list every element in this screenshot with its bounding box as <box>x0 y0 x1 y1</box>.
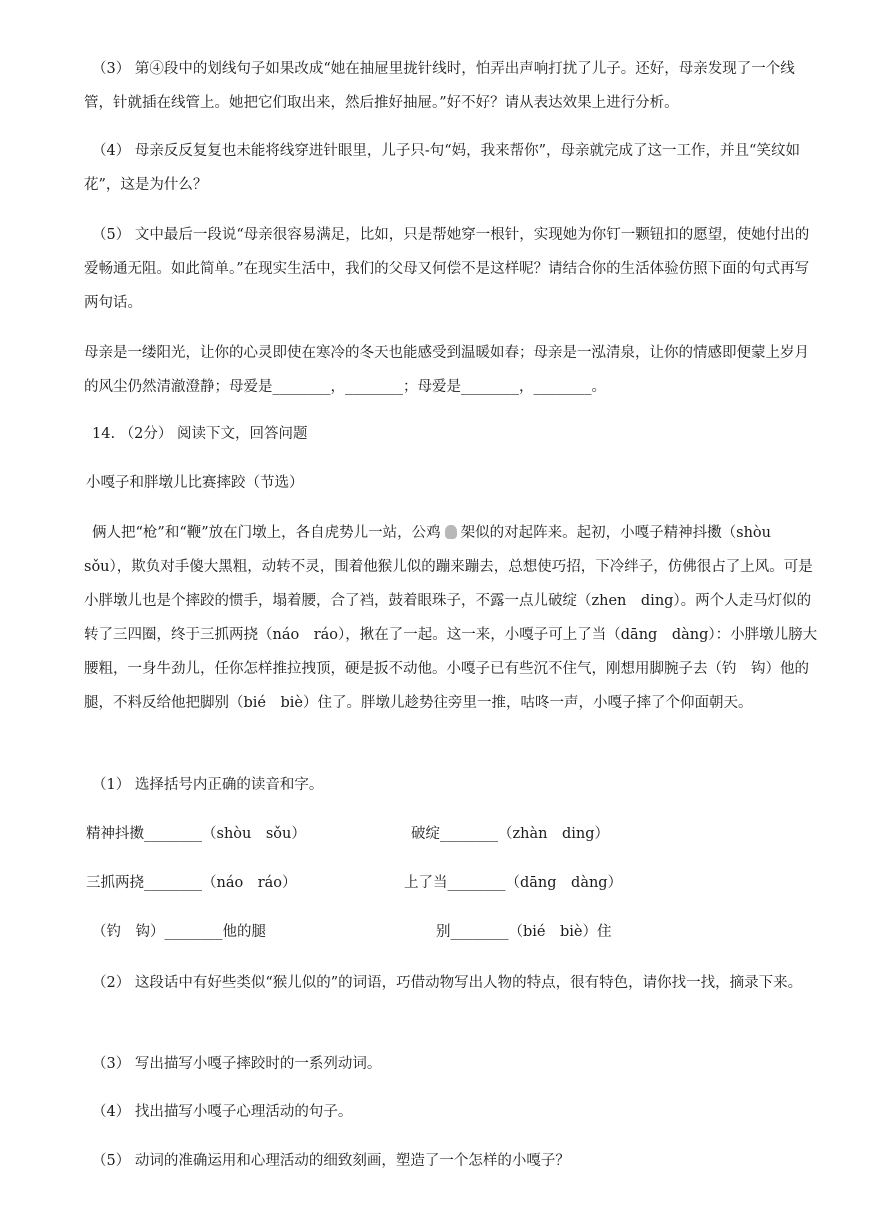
passage-part-a: 俩人把“枪”和“鞭”放在门墩上，各自虎势儿一站，公鸡 <box>92 525 441 541</box>
q14-sub3: （3） 写出描写小嘎子摔跤时的一系列动词。 <box>92 1056 382 1072</box>
answer-item: 精神抖擞________（shòu sǒu） <box>86 826 306 842</box>
passage-title: 小嘎子和胖墩儿比赛摔跤（节选） <box>86 475 304 491</box>
answer-item: 别________（bié biè）住 <box>436 924 612 940</box>
q13-sub3: （3） 第④段中的划线句子如果改成“她在抽屉里拢针线时，怕弄出声响打扰了儿子。还好，母亲发现了一个线管，针就插在线管上。她把它们取出来，然后推好抽屉。”好不好？请从表达效果上进行分析。 <box>84 61 795 111</box>
q13-sub4: （4） 母亲反反复复也未能将线穿进针眼里，儿子只-句“妈，我来帮你”，母亲就完成了这一工作，并且“笑纹如花”，这是为什么？ <box>84 143 800 193</box>
passage <box>84 516 820 720</box>
chicken-icon <box>445 525 457 539</box>
q13-example: 母亲是一缕阳光，让你的心灵即使在寒冷的冬天也能感受到温暖如春；母亲是一泓清泉，让你的情感即便蒙上岁月的风尘仍然清澈澄静；母爱是________，________；母爱是________，________。 <box>84 345 809 395</box>
q14-sub1: （1） 选择括号内正确的读音和字。 <box>92 777 324 793</box>
answer-item: 三抓两挠________（náo ráo） <box>86 875 297 891</box>
answer-item: 上了当________（dāng dàng） <box>404 875 623 891</box>
q14-sub2: （2） 这段话中有好些类似“猴儿似的”的词语，巧借动物写出人物的特点，很有特色，请你找一找，摘录下来。 <box>92 975 803 991</box>
q14-sub4: （4） 找出描写小嘎子心理活动的句子。 <box>92 1104 353 1120</box>
answer-item: 破绽________（zhàn ding） <box>411 826 610 842</box>
passage-part-b: 架似的对起阵来。起初，小嘎子精神抖擞（shòu sǒu），欺负对手傻大黑粗，动转不灵，围着他猴儿似的蹦来蹦去，总想使巧招，下冷绊子，仿佛很占了上风。可是小胖墩儿也是个摔跤的惯手，塌着腰，合了裆，鼓着眼珠子，不露一点儿破绽（zhen ding）。两个人走马灯似的转了三四圈，终于三抓两挠（náo ráo），揪在了一起。这一来，小嘎子可上了当（dāng dàng）：小胖墩儿膀大腰粗，一身牛劲儿，任你怎样推拉拽顶，硬是扳不动他。小嘎子已有些沉不住气，刚想用脚腕子去（钓 钩）他的腿，不料反给他把脚别（bié biè）住了。胖墩儿趁势往旁里一推，咕咚一声，小嘎子摔了个仰面朝天。 <box>84 525 818 711</box>
answer-item: （钓 钩）________他的腿 <box>92 924 266 940</box>
q14-header: 14. （2分） 阅读下文，回答问题 <box>92 426 308 442</box>
q14-sub5: （5） 动词的准确运用和心理活动的细致刻画，塑造了一个怎样的小嘎子？ <box>92 1153 570 1169</box>
q13-sub5: （5） 文中最后一段说“母亲很容易满足，比如，只是帮她穿一根针，实现她为你钉一颗钮扣的愿望，使她付出的爱畅通无阻。如此简单。”在现实生活中，我们的父母又何偿不是这样呢？请结合你的生活体验仿照下面的句式再写两句话。 <box>84 227 810 311</box>
